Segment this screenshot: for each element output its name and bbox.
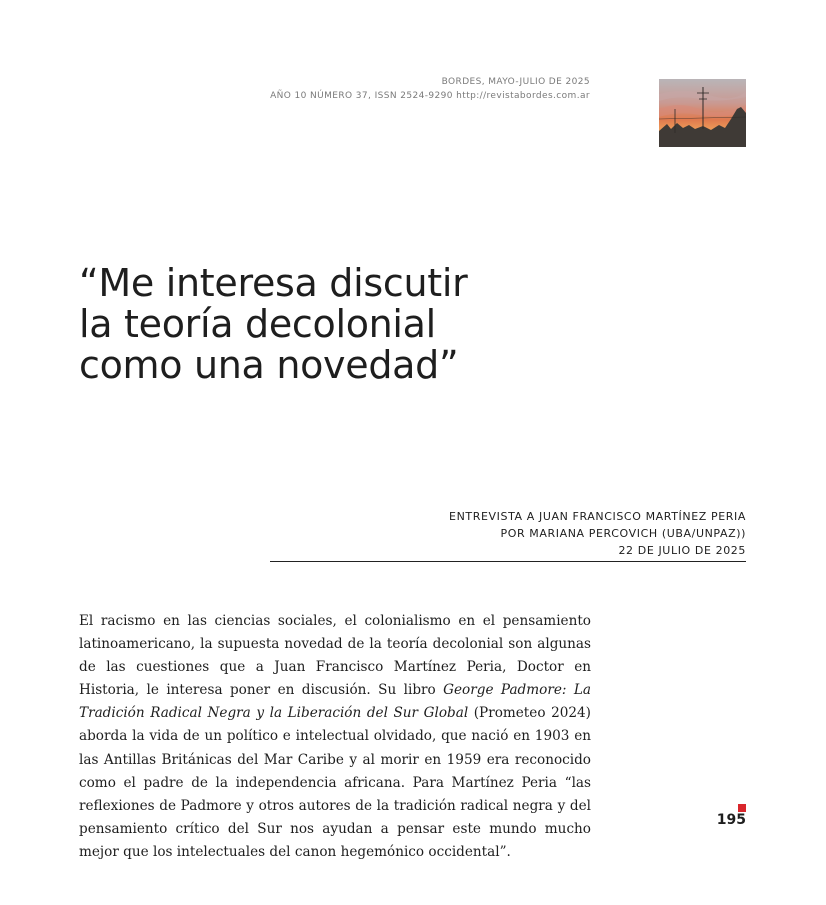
date-line: 22 DE JULIO DE 2025 — [618, 544, 746, 557]
lead-text-part2: (Prometeo 2024) aborda la vida de un político e intelectual olvidado, que nació en 1903 en las Antillas Británicas del Mar Caribe y al morir en 1959 era reconocido como el padre de la independencia africana. Para Martínez Peria “las reflexiones de Padmore y otros autores de la tradición radical negra y del pensamiento crítico del Sur nos ayudan a pensar este mundo mucho mejor que los intelectuales del canon hegemónico occidental”. — [79, 705, 591, 860]
journal-date-line: BORDES, MAYO-JULIO DE 2025 — [441, 77, 590, 87]
article-lead-paragraph — [79, 610, 591, 864]
author-line: POR MARIANA PERCOVICH (UBA/UNPAZ)) — [500, 527, 746, 540]
article-title — [79, 263, 599, 386]
journal-issue-line: AÑO 10 NÚMERO 37, ISSN 2524-9290 http://revistabordes.com.ar — [270, 91, 590, 101]
header-sunset-photo — [659, 79, 746, 147]
page-marker-square — [738, 804, 746, 812]
interview-line: ENTREVISTA A JUAN FRANCISCO MARTÍNEZ PERIA — [449, 510, 746, 523]
sunset-image — [659, 79, 746, 147]
book-title: George Padmore: La Tradición Radical Negra y la Liberación del Sur Global — [79, 682, 591, 722]
title-line: “Me interesa discutir — [79, 261, 468, 305]
journal-header — [270, 75, 590, 103]
title-line: la teoría decolonial — [79, 302, 436, 346]
article-byline — [449, 508, 746, 559]
title-line: como una novedad” — [79, 343, 459, 387]
byline-divider — [270, 561, 746, 562]
lead-text-part1: El racismo en las ciencias sociales, el colonialismo en el pensamiento latinoamericano, la supuesta novedad de la teoría decolonial son algunas de las cuestiones que a Juan Francisco Martínez Peria, Doctor en Historia, le interesa poner en discusión. Su libro — [79, 613, 591, 699]
page-number: 195 — [716, 812, 746, 828]
